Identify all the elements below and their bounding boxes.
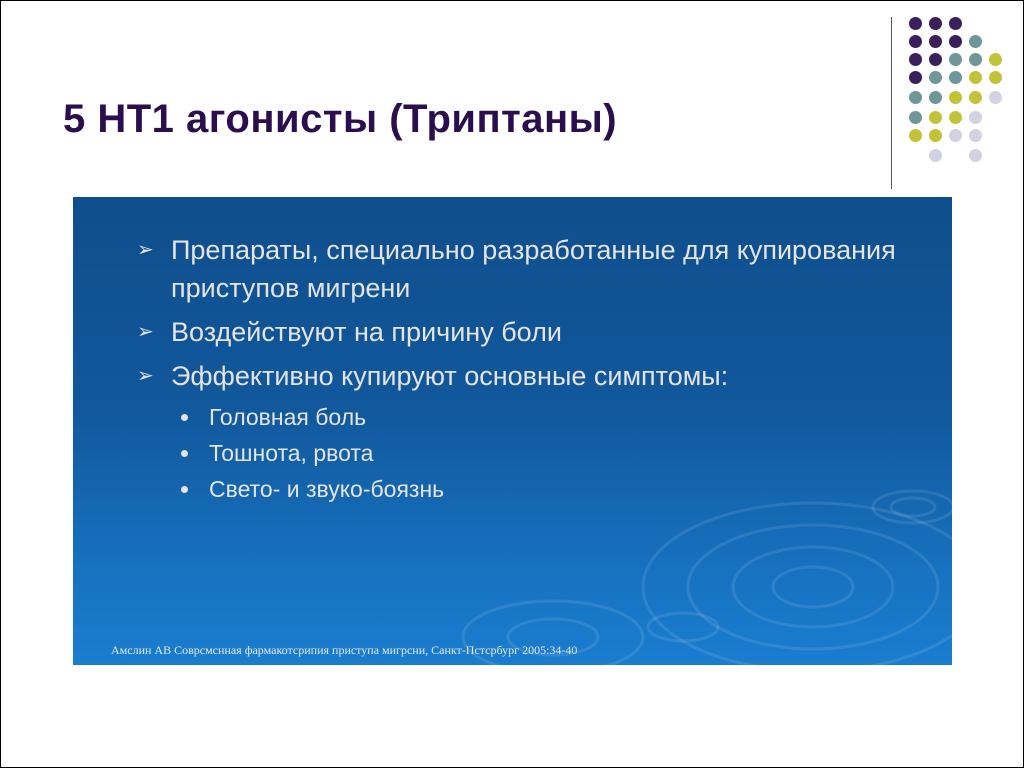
sub-bullet-list: [171, 399, 937, 507]
decorative-dot: [929, 91, 942, 104]
decorative-dot: [929, 35, 942, 48]
dot-bullet-icon: [181, 486, 188, 493]
decorative-dot: [909, 71, 922, 84]
decorative-dot: [989, 71, 1002, 84]
decorative-dot: [989, 91, 1002, 104]
decorative-dot: [949, 129, 962, 142]
decorative-dot: [929, 111, 942, 124]
decorative-dot: [909, 17, 922, 30]
sub-bullet-text: Свето- и звуко-боязнь: [209, 476, 445, 502]
decorative-dot: [949, 91, 962, 104]
decorative-dot: [909, 35, 922, 48]
bullet-text: Препараты, специально разработанные для купирования приступов мигрени: [171, 235, 896, 303]
sub-bullet-item: [171, 399, 937, 435]
decorative-dot: [949, 35, 962, 48]
decorative-dot-grid: [907, 15, 1003, 165]
bullet-text: Эффективно купируют основные симптомы:: [171, 361, 729, 391]
decorative-dot: [969, 71, 982, 84]
decorative-dot: [969, 35, 982, 48]
decorative-dot: [929, 17, 942, 30]
decorative-dot: [969, 53, 982, 66]
decorative-dot: [949, 17, 962, 30]
decorative-dot: [949, 111, 962, 124]
sub-bullet-item: [171, 435, 937, 471]
slide-title: 5 HT1 агонисты (Триптаны): [63, 97, 618, 141]
decorative-dot: [949, 71, 962, 84]
bullet-item: [137, 313, 937, 351]
decorative-dot: [929, 149, 942, 162]
decorative-dot: [969, 111, 982, 124]
sub-bullet-text: Тошнота, рвота: [209, 440, 374, 466]
bullet-text: Воздействуют на причину боли: [171, 317, 562, 347]
source-citation: Амслин АВ Соврсмснная фармакотсрипия приступа мигрсни, Санкт-Пстсрбург 2005:34-40: [111, 643, 578, 657]
bullet-item: [137, 231, 937, 307]
content-panel: [73, 197, 952, 665]
dot-bullet-icon: [181, 450, 188, 457]
sub-bullet-text: Головная боль: [209, 404, 367, 430]
arrow-bullet-icon: ➢: [137, 365, 154, 387]
decorative-dot: [929, 71, 942, 84]
sub-bullet-item: [171, 471, 937, 507]
decorative-dot: [949, 53, 962, 66]
bullet-list: [137, 231, 937, 513]
dot-bullet-icon: [181, 414, 188, 421]
decorative-dot: [989, 53, 1002, 66]
arrow-bullet-icon: ➢: [137, 239, 154, 261]
arrow-bullet-icon: ➢: [137, 321, 154, 343]
decorative-dot: [909, 111, 922, 124]
decorative-dot: [909, 53, 922, 66]
decorative-dot: [969, 129, 982, 142]
decorative-dot: [969, 149, 982, 162]
decorative-divider: [891, 17, 892, 189]
decorative-dot: [929, 53, 942, 66]
decorative-dot: [969, 91, 982, 104]
decorative-dot: [929, 129, 942, 142]
decorative-dot: [909, 129, 922, 142]
decorative-dot: [909, 91, 922, 104]
bullet-item: [137, 357, 937, 507]
